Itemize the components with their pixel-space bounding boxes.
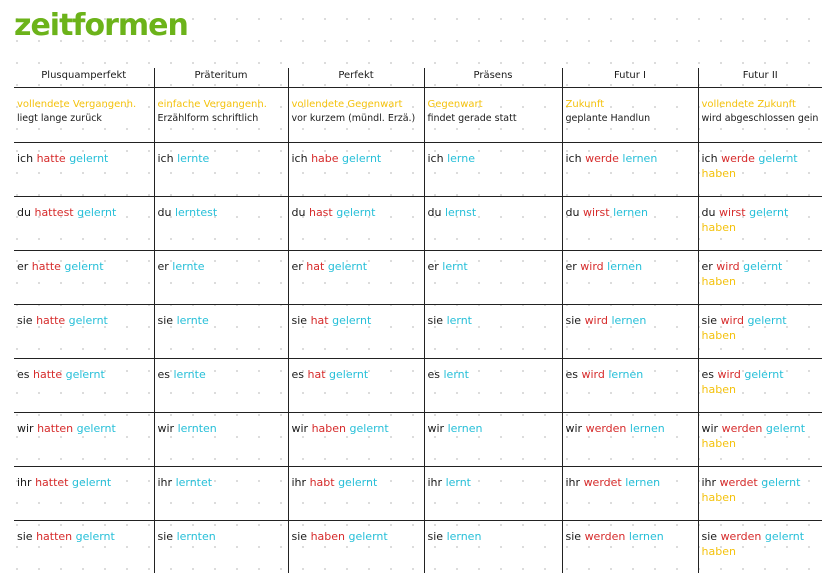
table-cell: [698, 359, 822, 413]
verb-form: gelernt: [64, 260, 104, 273]
table-cell: [562, 305, 698, 359]
auxiliary-haben: haben: [701, 545, 736, 558]
table-cell: [14, 467, 154, 521]
table-cell: [154, 197, 288, 251]
pronoun: wir: [565, 422, 583, 435]
verb-form: gelernt: [65, 368, 105, 381]
verb-form: gelernt: [349, 422, 389, 435]
pronoun: er: [157, 260, 169, 273]
auxiliary-haben: haben: [701, 491, 736, 504]
verb-form: lernen: [628, 530, 664, 543]
pronoun: ich: [565, 152, 582, 165]
pronoun: du: [157, 206, 172, 219]
pronoun: ihr: [701, 476, 717, 489]
pronoun: wir: [427, 422, 445, 435]
verb-form: gelernt: [71, 476, 112, 489]
table-cell: [288, 143, 424, 197]
verb-form: lernte: [177, 152, 210, 165]
description-cell: vollendete Gegenwart vor kurzem (mündl. Erzä.): [288, 88, 424, 143]
pronoun: es: [427, 368, 440, 381]
pronoun: sie: [17, 314, 33, 327]
verb-form: lernen: [608, 368, 644, 381]
table-cell: [14, 305, 154, 359]
pronoun: sie: [157, 530, 174, 543]
table-cell: [154, 521, 288, 574]
verb-form: lernten: [177, 422, 217, 435]
verb-form: lerne: [447, 152, 475, 165]
auxiliary: habe: [311, 152, 339, 165]
table-cell: [288, 359, 424, 413]
auxiliary: hatte: [33, 368, 63, 381]
table-cell: [288, 305, 424, 359]
auxiliary: hat: [307, 368, 326, 381]
description-cell: vollendete Zukunft wird abgeschlossen gein: [698, 88, 822, 143]
pronoun: ich: [291, 152, 308, 165]
verb-form: lerntest: [174, 206, 218, 219]
description-cell: Gegenwart findet gerade statt: [424, 88, 562, 143]
verb-form: lernt: [443, 368, 469, 381]
pronoun: wir: [291, 422, 309, 435]
table-cell: [698, 143, 822, 197]
auxiliary: werden: [720, 530, 762, 543]
table-cell: [14, 359, 154, 413]
pronoun: er: [291, 260, 303, 273]
pronoun: sie: [157, 314, 174, 327]
table-cell: [14, 413, 154, 467]
pronoun: er: [701, 260, 713, 273]
pronoun: du: [291, 206, 306, 219]
auxiliary-haben: haben: [701, 167, 736, 180]
verb-form: lernen: [607, 260, 643, 273]
header-futur-1: Futur I: [562, 68, 698, 88]
pronoun: ihr: [565, 476, 581, 489]
pronoun: ich: [701, 152, 718, 165]
pronoun: wir: [157, 422, 175, 435]
pronoun: er: [427, 260, 439, 273]
verb-form: gelernt: [744, 368, 784, 381]
auxiliary: hatten: [36, 530, 73, 543]
pronoun: sie: [565, 314, 582, 327]
table-cell: [288, 251, 424, 305]
table-cell: [562, 413, 698, 467]
pronoun: sie: [565, 530, 582, 543]
page-title: zeitformen: [14, 8, 188, 43]
table-cell: [424, 413, 562, 467]
table-cell: [698, 197, 822, 251]
auxiliary: hatten: [37, 422, 74, 435]
verb-form: gelernt: [749, 206, 789, 219]
pronoun: ich: [17, 152, 34, 165]
table-cell: [562, 359, 698, 413]
table-cell: [288, 521, 424, 574]
table-cell: [698, 467, 822, 521]
pronoun: sie: [701, 314, 718, 327]
table-cell: [288, 467, 424, 521]
verb-form: gelernt: [761, 476, 801, 489]
auxiliary: wird: [720, 314, 744, 327]
header-praeteritum: Präteritum: [154, 68, 288, 88]
table-row: [14, 143, 822, 197]
verb-form: gelernt: [765, 422, 806, 435]
verb-form: gelernt: [758, 152, 798, 165]
pronoun: sie: [17, 530, 33, 543]
pronoun: sie: [701, 530, 718, 543]
table-cell: [14, 251, 154, 305]
auxiliary: hatte: [31, 260, 61, 273]
verb-form: lerntet: [175, 476, 213, 489]
table-cell: [698, 305, 822, 359]
verb-form: lernen: [611, 314, 647, 327]
auxiliary: werden: [585, 422, 627, 435]
pronoun: sie: [427, 314, 444, 327]
table-cell: [14, 521, 154, 574]
verb-form: gelernt: [743, 260, 783, 273]
header-praesens: Präsens: [424, 68, 562, 88]
auxiliary-haben: haben: [701, 383, 736, 396]
pronoun: es: [701, 368, 714, 381]
pronoun: es: [291, 368, 304, 381]
auxiliary: wirst: [718, 206, 746, 219]
auxiliary-haben: haben: [701, 329, 736, 342]
table-row: [14, 359, 822, 413]
table-cell: [562, 467, 698, 521]
pronoun: ihr: [427, 476, 443, 489]
pronoun: wir: [701, 422, 719, 435]
table-cell: [154, 251, 288, 305]
auxiliary: hatte: [36, 152, 66, 165]
pronoun: sie: [291, 314, 308, 327]
auxiliary: wird: [716, 260, 740, 273]
verb-form: lernte: [173, 368, 206, 381]
verb-form: gelernt: [348, 530, 388, 543]
auxiliary: werden: [721, 422, 763, 435]
auxiliary: werde: [721, 152, 755, 165]
auxiliary: wird: [717, 368, 741, 381]
auxiliary: hat: [306, 260, 325, 273]
pronoun: du: [565, 206, 580, 219]
table-cell: [424, 305, 562, 359]
pronoun: ich: [427, 152, 444, 165]
pronoun: es: [157, 368, 170, 381]
table-cell: [424, 251, 562, 305]
auxiliary-haben: haben: [701, 275, 736, 288]
table-cell: [154, 143, 288, 197]
conjugation-table: [14, 68, 822, 573]
table-cell: [698, 413, 822, 467]
auxiliary-haben: haben: [701, 221, 736, 234]
auxiliary: wird: [580, 260, 604, 273]
table-cell: [424, 521, 562, 574]
table-cell: [424, 467, 562, 521]
header-row: [14, 68, 822, 88]
table-cell: [562, 197, 698, 251]
auxiliary: wird: [584, 314, 608, 327]
verb-form: gelernt: [329, 368, 369, 381]
auxiliary: hatte: [36, 314, 66, 327]
table-row: [14, 413, 822, 467]
table-cell: [14, 143, 154, 197]
pronoun: wir: [17, 422, 34, 435]
verb-form: lernt: [445, 476, 471, 489]
auxiliary: werden: [584, 530, 626, 543]
table-cell: [424, 197, 562, 251]
verb-form: lernen: [622, 152, 658, 165]
table-row: [14, 197, 822, 251]
pronoun: ihr: [157, 476, 173, 489]
table-cell: [562, 521, 698, 574]
auxiliary: haben: [311, 422, 347, 435]
pronoun: ihr: [291, 476, 307, 489]
table-cell: [154, 413, 288, 467]
table-cell: [698, 251, 822, 305]
verb-form: gelernt: [68, 314, 108, 327]
verb-form: lernte: [172, 260, 205, 273]
verb-form: gelernt: [76, 422, 116, 435]
verb-form: gelernt: [69, 152, 109, 165]
auxiliary: hattest: [34, 206, 74, 219]
auxiliary: hattet: [35, 476, 69, 489]
pronoun: ich: [157, 152, 174, 165]
verb-form: lernt: [446, 314, 472, 327]
description-cell: vollendete Vergangenh. liegt lange zurück: [14, 88, 154, 143]
verb-form: lernst: [444, 206, 477, 219]
verb-form: lernten: [176, 530, 216, 543]
auxiliary: hat: [310, 314, 329, 327]
verb-form: gelernt: [342, 152, 382, 165]
table-row: [14, 251, 822, 305]
auxiliary: werdet: [583, 476, 622, 489]
table-cell: [424, 359, 562, 413]
auxiliary: wird: [581, 368, 605, 381]
table-cell: [154, 467, 288, 521]
table-row: [14, 521, 822, 574]
verb-form: lernen: [625, 476, 661, 489]
pronoun: sie: [427, 530, 444, 543]
header-perfekt: Perfekt: [288, 68, 424, 88]
verb-form: gelernt: [336, 206, 376, 219]
verb-form: lernte: [176, 314, 209, 327]
auxiliary: werde: [585, 152, 619, 165]
auxiliary: werdet: [719, 476, 758, 489]
table-cell: [154, 359, 288, 413]
table-cell: [562, 251, 698, 305]
auxiliary: habt: [309, 476, 335, 489]
pronoun: er: [17, 260, 29, 273]
verb-form: lernen: [447, 422, 483, 435]
table-row: [14, 305, 822, 359]
pronoun: es: [17, 368, 30, 381]
auxiliary: hast: [308, 206, 333, 219]
description-cell: einfache Vergangenh. Erzählform schriftlich: [154, 88, 288, 143]
verb-form: gelernt: [747, 314, 787, 327]
verb-form: lernen: [446, 530, 482, 543]
auxiliary-haben: haben: [701, 437, 736, 450]
table-cell: [698, 521, 822, 574]
pronoun: ihr: [17, 476, 32, 489]
verb-form: gelernt: [77, 206, 117, 219]
table-cell: [288, 413, 424, 467]
table-cell: [154, 305, 288, 359]
pronoun: sie: [291, 530, 308, 543]
pronoun: er: [565, 260, 577, 273]
auxiliary: haben: [310, 530, 345, 543]
table-cell: [288, 197, 424, 251]
verb-form: lernen: [613, 206, 648, 219]
table-row: [14, 467, 822, 521]
verb-form: lernen: [629, 422, 665, 435]
verb-form: lernt: [442, 260, 468, 273]
verb-form: gelernt: [764, 530, 805, 543]
table-cell: [14, 197, 154, 251]
header-futur-2: Futur II: [698, 68, 822, 88]
description-cell: Zukunft geplante Handlun: [562, 88, 698, 143]
header-plusquamperfekt: Plusquamperfekt: [14, 68, 154, 88]
table-cell: [424, 143, 562, 197]
verb-form: gelernt: [332, 314, 372, 327]
pronoun: du: [17, 206, 31, 219]
description-row: [14, 88, 822, 143]
pronoun: du: [427, 206, 442, 219]
verb-form: gelernt: [327, 260, 368, 273]
auxiliary: wirst: [582, 206, 610, 219]
pronoun: es: [565, 368, 578, 381]
verb-form: gelernt: [338, 476, 378, 489]
table-cell: [562, 143, 698, 197]
verb-form: gelernt: [75, 530, 115, 543]
pronoun: du: [701, 206, 716, 219]
